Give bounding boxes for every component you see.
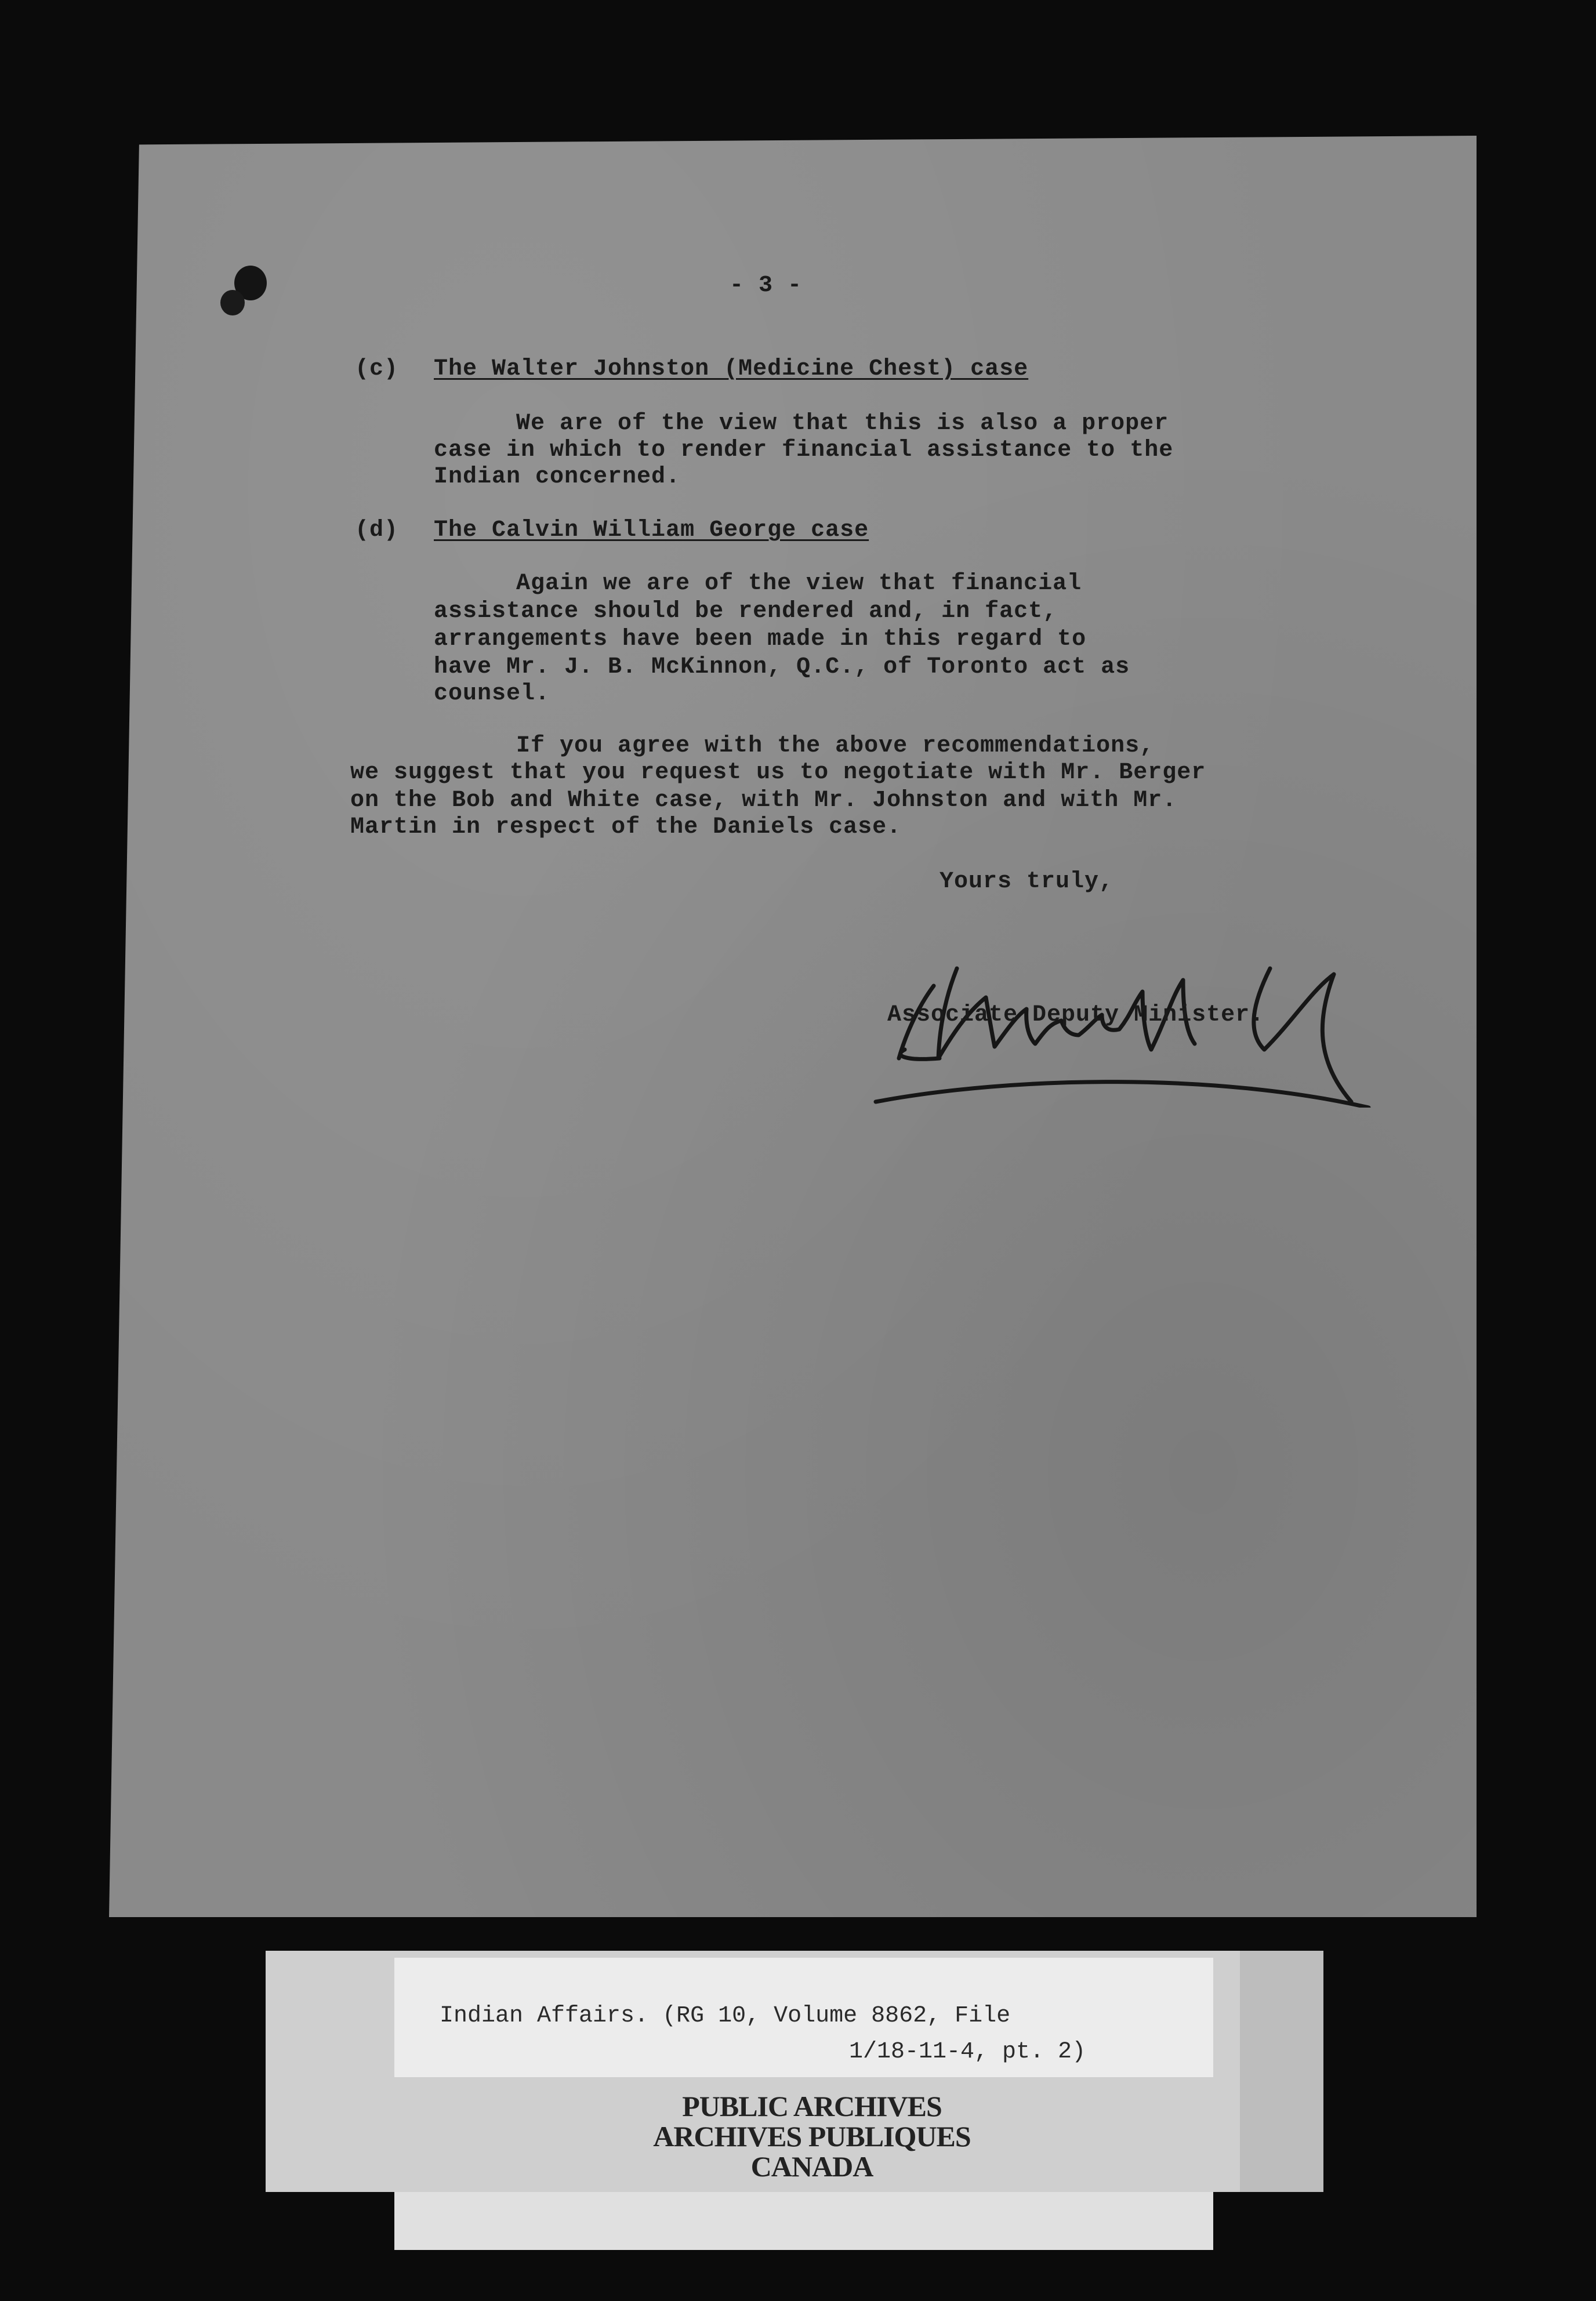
- section-d-line-5: counsel.: [434, 681, 550, 707]
- section-d-heading: The Calvin William George case: [434, 517, 869, 543]
- closing-line-3: on the Bob and White case, with Mr. Johnston and with Mr.: [350, 787, 1177, 814]
- closing-line-2: we suggest that you request us to negotiate with Mr. Berger: [350, 760, 1206, 786]
- section-c-line-2: case in which to render financial assistance to the: [434, 437, 1174, 463]
- section-c-heading: The Walter Johnston (Medicine Chest) case: [434, 356, 1029, 382]
- valediction: Yours truly,: [940, 869, 1114, 895]
- archive-card-lower: [394, 2192, 1213, 2250]
- section-c-line-3: Indian concerned.: [434, 464, 681, 490]
- section-d-marker: (d): [355, 517, 399, 543]
- section-c-line-1: We are of the view that this is also a proper: [516, 411, 1169, 437]
- section-c-marker: (c): [355, 356, 399, 382]
- section-d-line-2: assistance should be rendered and, in fact,: [434, 598, 1058, 625]
- closing-line-4: Martin in respect of the Daniels case.: [350, 814, 902, 840]
- archive-stamp-line-1: PUBLIC ARCHIVES: [682, 2090, 942, 2122]
- section-d-line-1: Again we are of the view that financial: [516, 571, 1082, 597]
- archive-stamp-line-2: ARCHIVES PUBLIQUES: [653, 2120, 971, 2153]
- page-number: - 3 -: [730, 273, 803, 299]
- closing-line-1: If you agree with the above recommendations,: [516, 733, 1155, 759]
- section-d-line-4: have Mr. J. B. McKinnon, Q.C., of Toronto act as: [434, 654, 1130, 680]
- signature-title: Associate Deputy Minister.: [887, 1002, 1265, 1028]
- archive-reference-line-1: Indian Affairs. (RG 10, Volume 8862, File: [440, 2003, 1011, 2029]
- punch-hole-lower: [220, 290, 245, 315]
- archive-stamp-line-3: CANADA: [750, 2150, 873, 2183]
- section-d-line-3: arrangements have been made in this regard to: [434, 626, 1087, 652]
- archive-reference-line-2: 1/18-11-4, pt. 2): [849, 2039, 1086, 2065]
- archive-label-tab: [1240, 1951, 1323, 2192]
